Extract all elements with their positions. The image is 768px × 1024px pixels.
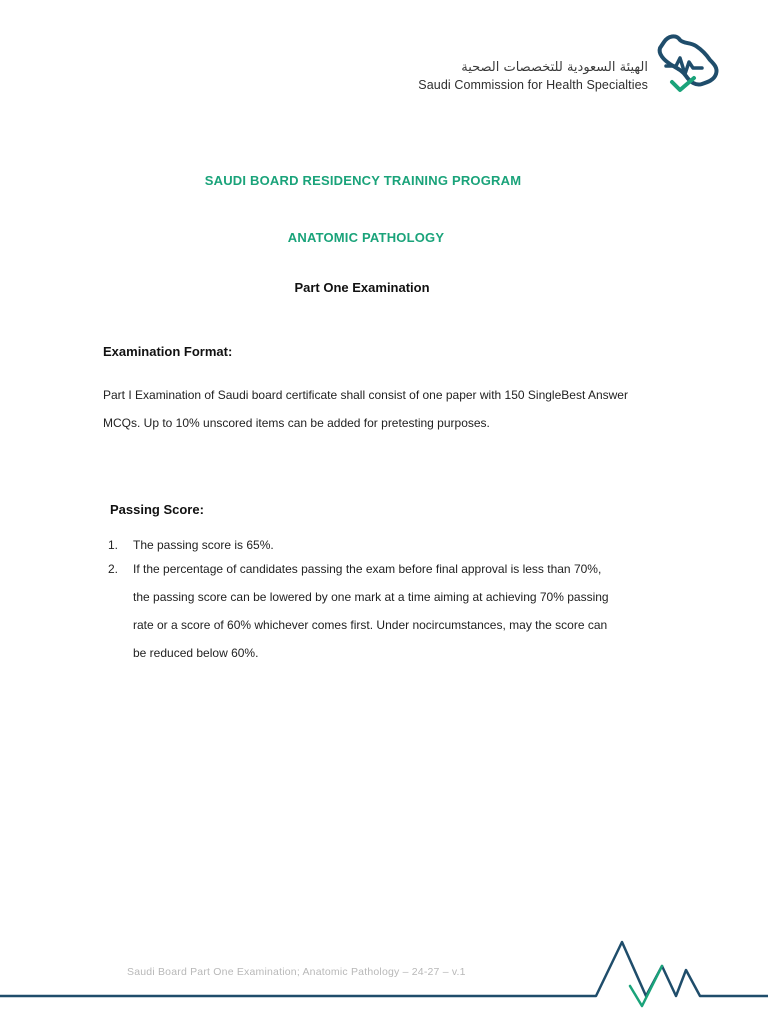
examination-format-heading: Examination Format: [103, 344, 233, 359]
footer-text: Saudi Board Part One Examination; Anatomic Pathology – 24-27 – v.1 [127, 966, 466, 978]
list-item [108, 538, 274, 552]
list-number: 1. [108, 538, 119, 552]
list-item [108, 562, 601, 576]
list-text-continuation: the passing score can be lowered by one mark at a time aiming at achieving 70% passing [133, 590, 609, 604]
examination-format-line: Part I Examination of Saudi board certificate shall consist of one paper with 150 SingleBest Answer [103, 388, 628, 402]
list-number: 2. [108, 562, 119, 576]
list-text-continuation: be reduced below 60%. [133, 646, 259, 660]
part-title: Part One Examination [294, 280, 430, 295]
org-name-arabic: الهيئة السعودية للتخصصات الصحية [461, 60, 648, 75]
list-text: If the percentage of candidates passing the exam before final approval is less than 70%, [133, 562, 602, 576]
header-logo [400, 30, 730, 100]
list-text-continuation: rate or a score of 60% whichever comes first. Under nocircumstances, may the score can [133, 618, 608, 632]
examination-format-line: MCQs. Up to 10% unscored items can be added for pretesting purposes. [103, 416, 490, 430]
passing-score-heading: Passing Score: [110, 502, 204, 517]
org-name-english: Saudi Commission for Health Specialties [418, 78, 648, 92]
list-text: The passing score is 65%. [133, 538, 274, 552]
saudi-map-heartbeat-icon [650, 32, 722, 96]
specialty-title: ANATOMIC PATHOLOGY [287, 230, 445, 245]
program-title: SAUDI BOARD RESIDENCY TRAINING PROGRAM [204, 173, 522, 188]
